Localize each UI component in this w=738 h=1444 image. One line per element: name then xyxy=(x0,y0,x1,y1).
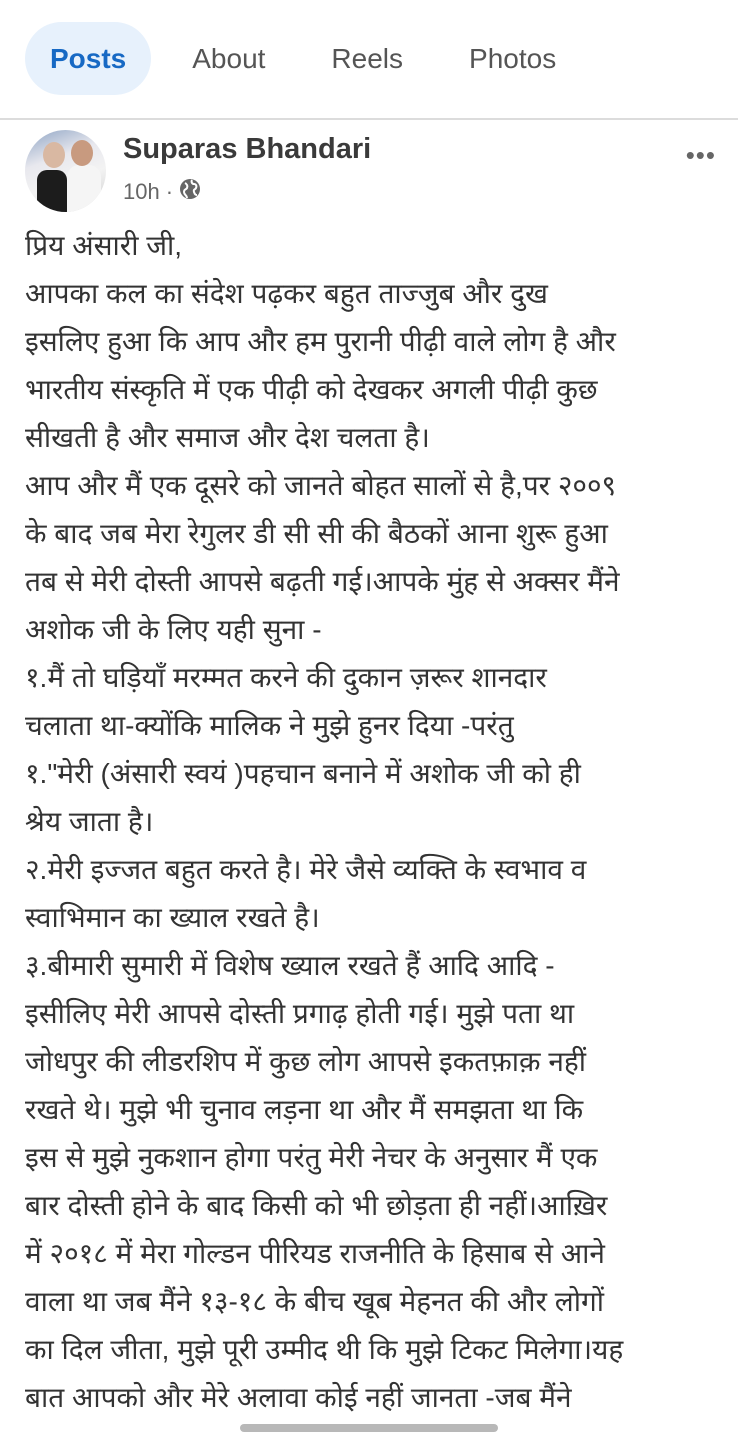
post-text-line: में २०१८ में मेरा गोल्डन पीरियड राजनीति के हिसाब से आने xyxy=(25,1238,605,1269)
post-text-line: बात आपको और मेरे अलावा कोई नहीं जानता -जब मैंने xyxy=(25,1382,572,1413)
post-text-line: ३.बीमारी सुमारी में विशेष ख्याल रखते हैं आदि आदि - xyxy=(25,950,555,981)
post-text-line: इस से मुझे नुकशान होगा परंतु मेरी नेचर के अनुसार मैं एक xyxy=(25,1142,598,1173)
post-text-line: वाला था जब मैंने १३-१८ के बीच खूब मेहनत की और लोगों xyxy=(25,1286,605,1317)
post-text-line: रखते थे। मुझे भी चुनाव लड़ना था और मैं समझता था कि xyxy=(25,1094,584,1125)
post-author[interactable]: Suparas Bhandari xyxy=(123,133,372,165)
post-text-line: आपका कल का संदेश पढ़कर बहुत ताज्जुब और दुख xyxy=(25,278,548,309)
post-text-line: बार दोस्ती होने के बाद किसी को भी छोड़ता ही नहीं।आख़िर xyxy=(25,1190,608,1221)
post-text-line: १."मेरी (अंसारी स्वयं )पहचान बनाने में अशोक जी को ही xyxy=(25,758,581,789)
post-text-line: अशोक जी के लिए यही सुना - xyxy=(25,614,322,645)
post-text-line: १.मैं तो घड़ियाँ मरम्मत करने की दुकान ज़रूर शानदार xyxy=(25,662,547,693)
post-text-line: चलाता था-क्योंकि मालिक ने मुझे हुनर दिया -परंतु xyxy=(25,710,514,741)
post-text-line: प्रिय अंसारी जी, xyxy=(25,230,183,261)
post-time[interactable]: 10h xyxy=(123,179,160,204)
post-text-line: इसलिए हुआ कि आप और हम पुरानी पीढ़ी वाले लोग है और xyxy=(25,326,616,357)
post-text-line: के बाद जब मेरा रेगुलर डी सी सी की बैठकों आना शुरू हुआ xyxy=(25,518,608,549)
post-text xyxy=(25,222,725,1422)
post-meta xyxy=(123,178,201,206)
post-text-line: श्रेय जाता है। xyxy=(25,806,154,837)
post-text-line: स्वाभिमान का ख्याल रखते है। xyxy=(25,902,320,933)
tab-about[interactable]: About xyxy=(192,43,266,74)
profile-tabs xyxy=(25,22,597,95)
post-text-line: भारतीय संस्कृति में एक पीढ़ी को देखकर अगली पीढ़ी कुछ xyxy=(25,374,598,405)
post-text-line: इसीलिए मेरी आपसे दोस्ती प्रगाढ़ होती गई। मुझे पता था xyxy=(25,998,575,1029)
separator: · xyxy=(165,179,174,204)
divider xyxy=(0,118,738,120)
globe-icon xyxy=(179,178,201,206)
avatar[interactable] xyxy=(25,130,106,212)
post-text-line: आप और मैं एक दूसरे को जानते बोहत सालों से है,पर २००९ xyxy=(25,470,617,501)
post-text-line: सीखती है और समाज और देश चलता है। xyxy=(25,422,430,453)
tab-photos[interactable]: Photos xyxy=(469,43,557,74)
tab-reels[interactable]: Reels xyxy=(331,43,404,74)
more-options-icon[interactable]: ••• xyxy=(685,140,716,170)
tab-posts[interactable]: Posts xyxy=(25,22,151,95)
post-text-line: जोधपुर की लीडरशिप में कुछ लोग आपसे इकतफ़ाक़ नहीं xyxy=(25,1046,587,1077)
post-text-line: तब से मेरी दोस्ती आपसे बढ़ती गई।आपके मुंह से अक्सर मैंने xyxy=(25,566,620,597)
scrollbar[interactable] xyxy=(240,1424,498,1432)
post-text-line: २.मेरी इज्जत बहुत करते है। मेरे जैसे व्यक्ति के स्वभाव व xyxy=(25,854,587,885)
post-text-line: का दिल जीता, मुझे पूरी उम्मीद थी कि मुझे टिकट मिलेगा।यह xyxy=(25,1334,624,1365)
